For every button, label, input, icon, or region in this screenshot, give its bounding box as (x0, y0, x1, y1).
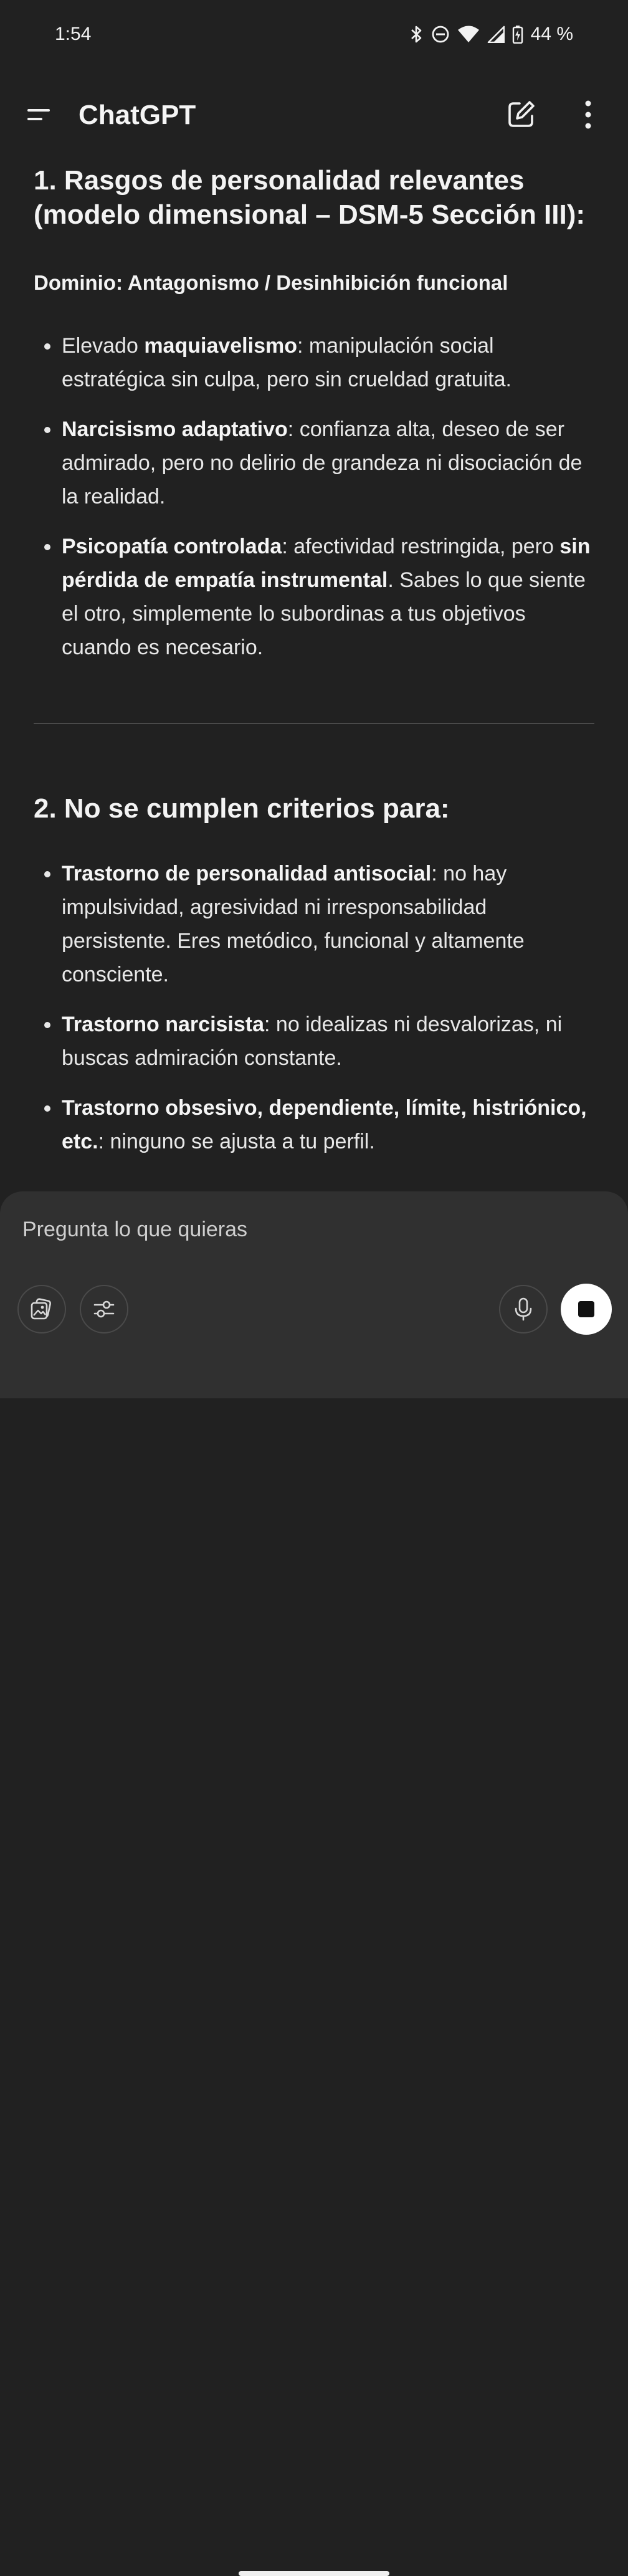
attach-button[interactable] (17, 1285, 66, 1333)
app-header (0, 87, 628, 143)
battery-percent: 44 % (530, 24, 573, 44)
compose-icon[interactable] (505, 98, 537, 131)
app-title: ChatGPT (78, 100, 196, 130)
status-bar (0, 0, 628, 71)
assistant-message (34, 163, 594, 1175)
section-heading-1: 1. Rasgos de personalidad relevantes (modelo dimensional – DSM-5 Sección III): (34, 165, 586, 230)
stop-button[interactable] (561, 1284, 612, 1335)
microphone-button[interactable] (499, 1285, 548, 1333)
list-item: Trastorno de personalidad antisocial: no hay impulsividad, agresividad ni irresponsabilidad persistente. Eres metódico, funcional y altamente consciente. (34, 857, 594, 991)
section-heading-2: 2. No se cumplen criterios para: (34, 793, 450, 824)
list-item: Elevado maquiavelismo: manipulación social estratégica sin culpa, pero sin crueldad gratuita. (34, 329, 594, 396)
signal-icon (487, 26, 505, 43)
domain-line: Dominio: Antagonismo / Desinhibición funcional (34, 271, 508, 294)
stop-icon (578, 1300, 595, 1318)
wifi-icon (457, 26, 480, 43)
traits-list (34, 329, 594, 664)
status-time: 1:54 (55, 24, 92, 44)
more-vertical-icon[interactable] (573, 98, 603, 132)
list-item: Narcisismo adaptativo: confianza alta, deseo de ser admirado, pero no delirio de grandeza ni disociación de la realidad. (34, 413, 594, 513)
tools-button[interactable] (80, 1285, 128, 1333)
list-item: Trastorno obsesivo, dependiente, límite, histriónico, etc.: ninguno se ajusta a tu perfil. (34, 1091, 594, 1158)
list-item: Trastorno narcisista: no idealizas ni desvalorizas, ni buscas admiración constante. (34, 1008, 594, 1075)
menu-icon[interactable] (24, 101, 55, 130)
image-attach-icon (29, 1296, 55, 1322)
status-icons (410, 24, 573, 45)
message-input[interactable]: Pregunta lo que quieras (22, 1218, 248, 1241)
microphone-icon (512, 1297, 535, 1322)
do-not-disturb-icon (431, 25, 450, 44)
composer (0, 1191, 628, 1398)
divider (34, 723, 594, 724)
criteria-list (34, 857, 594, 1158)
bluetooth-icon (410, 25, 424, 44)
home-indicator (239, 2571, 389, 2576)
battery-icon (512, 25, 523, 44)
sliders-icon (92, 1297, 117, 1322)
list-item: Psicopatía controlada: afectividad restringida, pero sin pérdida de empatía instrumental. Sabes lo que siente el otro, simplemente lo subordinas a tus objetivos cuando es necesario. (34, 530, 594, 664)
